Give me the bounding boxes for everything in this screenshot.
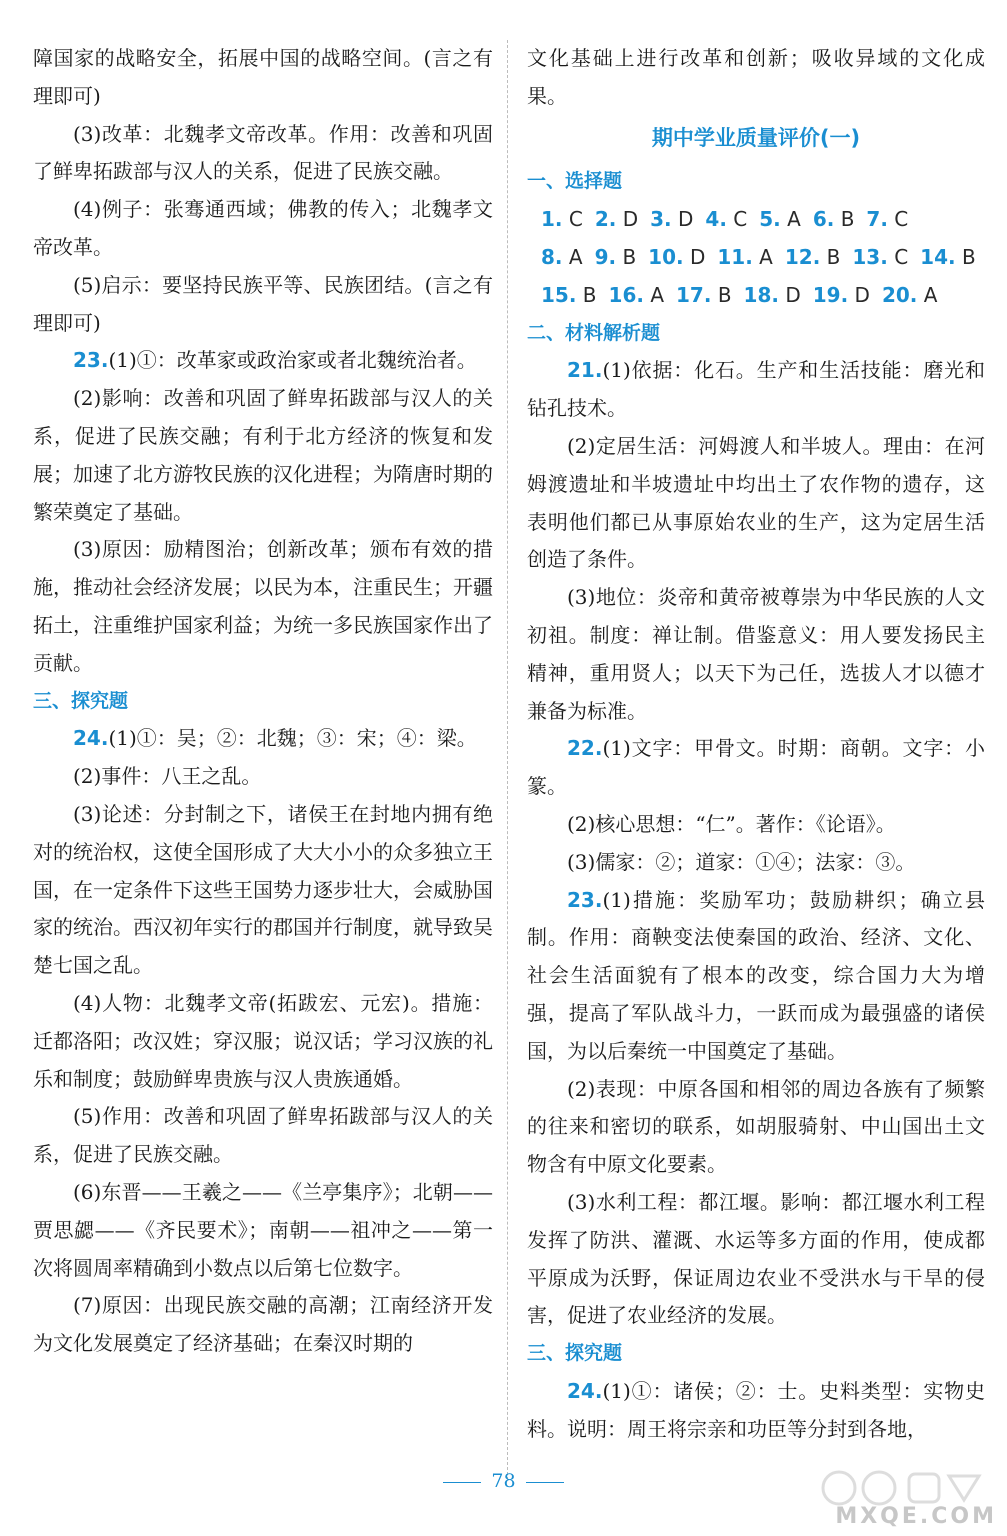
choice-answer bbox=[541, 239, 583, 277]
answer-text: (1)①：吴；②：北魏；③：宋；④：梁。 bbox=[108, 726, 477, 751]
answer-text: (2)定居生活：河姆渡人和半坡人。理由：在河姆渡遗址和半坡遗址中均出土了农作物的遗存，这表明他们都已从事原始农业的生产，这为定居生活创造了条件。 bbox=[527, 433, 985, 572]
choice-number: 18. bbox=[743, 282, 779, 307]
choice-answer bbox=[676, 277, 732, 315]
answer-text: (7)原因：出现民族交融的高潮；江南经济开发为文化发展奠定了经济基础；在秦汉时期的 bbox=[33, 1293, 493, 1356]
answer-text: (3)儒家：②；道家：①④；法家：③。 bbox=[567, 849, 916, 874]
answer-text: (3)水利工程：都江堰。影响：都江堰水利工程发挥了防洪、灌溉、水运等多方面的作用，使成都平原成为沃野，保证周边农业不受洪水与干旱的侵害，促进了农业经济的发展。 bbox=[527, 1189, 985, 1328]
answer-paragraph bbox=[33, 191, 493, 267]
answer-text: (3)改革：北魏孝文帝改革。作用：改善和巩固了鲜卑拓跋部与汉人的关系，促进了民族交融。 bbox=[33, 121, 493, 184]
choice-number: 13. bbox=[852, 244, 888, 269]
choice-answer bbox=[595, 239, 637, 277]
answer-paragraph bbox=[33, 531, 493, 682]
choice-number: 9. bbox=[594, 244, 617, 269]
answer-text: (5)作用：改善和巩固了鲜卑拓跋部与汉人的关系，促进了民族交融。 bbox=[33, 1104, 493, 1167]
left-paragraphs-1 bbox=[33, 40, 493, 683]
choice-letter: D bbox=[622, 207, 639, 232]
watermark-text: MXQE.COM bbox=[835, 1504, 997, 1529]
choice-answer bbox=[852, 239, 908, 277]
section-heading-inquiry-left: 三、探究题 bbox=[33, 689, 129, 712]
answer-paragraph bbox=[33, 1174, 493, 1287]
question-number: 24. bbox=[73, 726, 109, 751]
answer-paragraph bbox=[33, 380, 493, 531]
answer-paragraph bbox=[527, 1373, 985, 1449]
answer-row bbox=[527, 201, 985, 239]
choice-answer bbox=[759, 201, 801, 239]
choice-number: 6. bbox=[812, 207, 835, 232]
answer-text: (6)东晋——王羲之——《兰亭集序》；北朝——贾思勰——《齐民要术》；南朝——祖冲之——第一次将圆周率精确到小数点以后第七位数字。 bbox=[33, 1179, 493, 1280]
choice-answer bbox=[920, 239, 976, 277]
choice-number: 17. bbox=[676, 282, 712, 307]
choice-number: 4. bbox=[705, 207, 727, 232]
answer-text: 障国家的战略安全，拓展中国的战略空间。(言之有理即可) bbox=[33, 46, 493, 108]
section-heading-choice: 一、选择题 bbox=[527, 170, 623, 193]
answer-paragraph bbox=[527, 579, 985, 730]
question-number: 23. bbox=[567, 887, 603, 912]
answer-paragraph bbox=[33, 985, 493, 1098]
answer-paragraph bbox=[527, 352, 985, 428]
answer-text: (2)表现：中原各国和相邻的周边各族有了频繁的往来和密切的联系，如胡服骑射、中山国出土文物含有中原文化要素。 bbox=[527, 1076, 985, 1177]
right-paragraphs-1 bbox=[527, 352, 985, 1335]
answer-paragraph bbox=[527, 806, 985, 844]
choice-number: 12. bbox=[784, 244, 821, 269]
answer-paragraph bbox=[527, 730, 985, 806]
answer-grid bbox=[527, 201, 985, 314]
answer-text: (3)地位：炎帝和黄帝被尊崇为中华民族的人文初祖。制度：禅让制。借鉴意义：用人要发扬民主精神，重用贤人；以天下为己任，选拔人才以德才兼备为标准。 bbox=[527, 585, 985, 723]
choice-answer bbox=[648, 239, 705, 277]
answer-text: (3)论述：分封制之下，诸侯王在封地内拥有绝对的统治权，这使全国形成了大大小小的众多独立王国，在一定条件下这些王国势力逐步壮大，会威胁国家的统治。西汉初年实行的郡国并行制度，就导致吴楚七国之乱。 bbox=[33, 801, 493, 978]
exam-title: 期中学业质量评价(一) bbox=[651, 125, 861, 150]
choice-letter: B bbox=[717, 282, 732, 307]
answer-text: (2)影响：改善和巩固了鲜卑拓跋部与汉人的关系，促进了民族交融；有利于北方经济的恢复和发展；加速了北方游牧民族的汉化进程；为隋唐时期的繁荣奠定了基础。 bbox=[33, 386, 493, 524]
choice-letter: D bbox=[854, 282, 870, 307]
choice-letter: A bbox=[759, 244, 773, 269]
choice-answer bbox=[705, 201, 747, 239]
choice-letter: B bbox=[582, 282, 597, 307]
answer-paragraph bbox=[527, 882, 985, 1071]
choice-number: 14. bbox=[920, 244, 956, 269]
choice-answer bbox=[813, 277, 870, 315]
choice-letter: B bbox=[826, 244, 841, 269]
choice-letter: A bbox=[787, 207, 801, 232]
page-number-text: 78 bbox=[491, 1470, 516, 1492]
choice-answer bbox=[717, 239, 772, 277]
choice-letter: C bbox=[568, 207, 583, 232]
choice-number: 8. bbox=[541, 244, 563, 269]
choice-number: 16. bbox=[608, 282, 644, 307]
choice-answer bbox=[882, 277, 937, 315]
answer-paragraph bbox=[33, 796, 493, 985]
choice-answer bbox=[609, 277, 664, 315]
choice-letter: C bbox=[894, 244, 909, 269]
choice-letter: B bbox=[961, 244, 976, 269]
column-divider bbox=[507, 40, 508, 1480]
choice-letter: C bbox=[894, 207, 909, 232]
answer-text: (4)人物：北魏孝文帝(拓跋宏、元宏)。措施：迁都洛阳；改汉姓；穿汉服；说汉话；学习汉族的礼乐和制度；鼓励鲜卑贵族与汉人贵族通婚。 bbox=[33, 990, 493, 1091]
choice-number: 3. bbox=[650, 207, 672, 232]
choice-number: 2. bbox=[594, 207, 617, 232]
question-number: 21. bbox=[567, 358, 603, 383]
answer-text: (2)核心思想：“仁”。著作：《论语》。 bbox=[567, 811, 896, 836]
answer-text: (1)①：诸侯；②：士。史料类型：实物史料。说明：周王将宗亲和功臣等分封到各地， bbox=[527, 1378, 985, 1441]
right-intro-paragraph: 文化基础上进行改革和创新；吸收异域的文化成果。 bbox=[527, 46, 985, 108]
answer-text: (2)事件：八王之乱。 bbox=[73, 764, 262, 789]
answer-paragraph bbox=[527, 1071, 985, 1184]
section-heading-inquiry-right: 三、探究题 bbox=[527, 1342, 623, 1365]
choice-answer bbox=[744, 277, 801, 315]
choice-letter: A bbox=[923, 282, 938, 307]
question-number: 23. bbox=[73, 348, 109, 373]
choice-letter: D bbox=[689, 244, 706, 269]
choice-letter: B bbox=[840, 207, 855, 232]
choice-answer bbox=[650, 201, 693, 239]
answer-row bbox=[527, 277, 985, 315]
choice-letter: D bbox=[785, 282, 801, 307]
choice-letter: D bbox=[678, 207, 694, 232]
answer-text: (4)例子：张骞通西域；佛教的传入；北魏孝文帝改革。 bbox=[33, 197, 493, 259]
page-number-right-dash bbox=[526, 1482, 564, 1483]
answer-text: (5)启示：要坚持民族平等、民族团结。(言之有理即可) bbox=[33, 272, 493, 335]
right-paragraphs-2 bbox=[527, 1373, 985, 1449]
answer-text: (3)原因：励精图治；创新改革；颁布有效的措施，推动社会经济发展；以民为本，注重民生；开疆拓土，注重维护国家利益；为统一多民族国家作出了贡献。 bbox=[33, 537, 493, 675]
page-number-left-dash bbox=[443, 1482, 481, 1483]
section-heading-material: 二、材料解析题 bbox=[527, 321, 661, 344]
choice-answer bbox=[541, 277, 597, 315]
choice-number: 20. bbox=[881, 282, 918, 307]
answer-text: (1)措施：奖励军功；鼓励耕织；确立县制。作用：商鞅变法使秦国的政治、经济、文化、社会生活面貌有了根本的改变，综合国力大为增强，提高了军队战斗力，一跃而成为最强盛的诸侯国，为以后秦统一中国奠定了基础。 bbox=[527, 887, 985, 1063]
answer-paragraph bbox=[33, 1287, 493, 1363]
question-number: 24. bbox=[567, 1378, 603, 1403]
answer-text: (1)①：改革家或政治家或者北魏统治者。 bbox=[108, 348, 477, 373]
answer-paragraph bbox=[33, 267, 493, 343]
choice-letter: A bbox=[650, 282, 665, 307]
choice-answer bbox=[541, 201, 583, 239]
answer-paragraph bbox=[33, 758, 493, 796]
answer-paragraph bbox=[33, 720, 493, 758]
question-number: 22. bbox=[567, 736, 603, 761]
choice-answer bbox=[866, 201, 908, 239]
choice-number: 15. bbox=[541, 282, 577, 307]
left-paragraphs-2 bbox=[33, 720, 493, 1363]
choice-letter: B bbox=[622, 244, 637, 269]
choice-letter: A bbox=[568, 244, 583, 269]
answer-paragraph bbox=[33, 40, 493, 116]
left-column bbox=[33, 40, 493, 1363]
answer-paragraph bbox=[33, 342, 493, 380]
answer-paragraph bbox=[527, 428, 985, 579]
answer-paragraph bbox=[33, 1098, 493, 1174]
answer-row bbox=[527, 239, 985, 277]
answer-paragraph bbox=[33, 116, 493, 192]
choice-number: 7. bbox=[866, 207, 888, 232]
choice-number: 10. bbox=[648, 244, 684, 269]
right-column bbox=[527, 40, 985, 1448]
answer-paragraph bbox=[527, 1184, 985, 1335]
answer-paragraph bbox=[527, 844, 985, 882]
choice-number: 19. bbox=[812, 282, 849, 307]
choice-number: 5. bbox=[759, 207, 781, 232]
answer-text: (1)文字：甲骨文。时期：商朝。文字：小篆。 bbox=[527, 736, 985, 799]
choice-number: 1. bbox=[541, 207, 563, 232]
answer-text: (1)依据：化石。生产和生活技能：磨光和钻孔技术。 bbox=[527, 358, 985, 421]
choice-answer bbox=[595, 201, 638, 239]
choice-number: 11. bbox=[717, 244, 753, 269]
choice-letter: C bbox=[733, 207, 748, 232]
choice-answer bbox=[813, 201, 855, 239]
choice-answer bbox=[785, 239, 841, 277]
